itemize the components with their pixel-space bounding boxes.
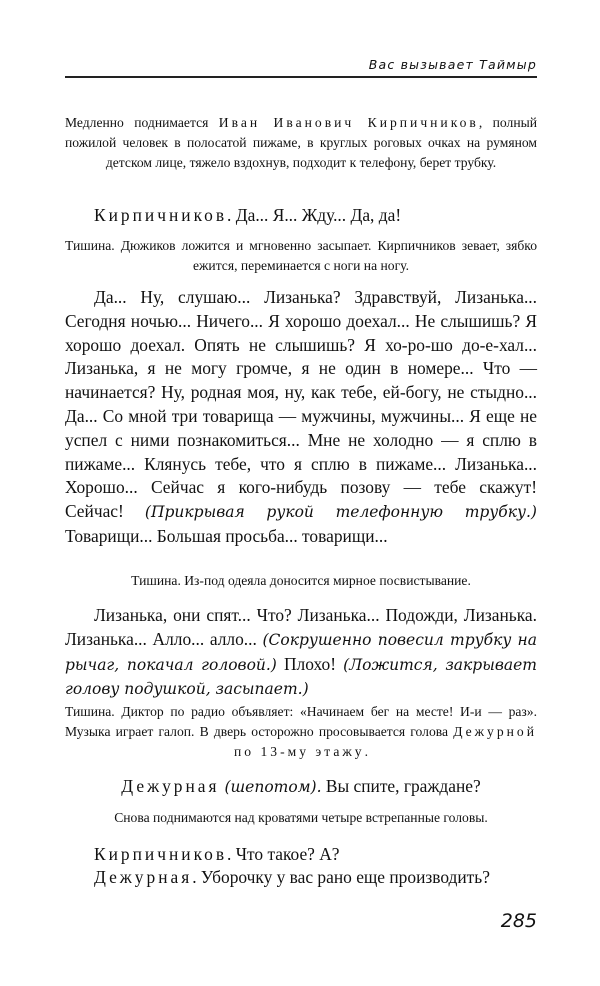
stage-text: Медленно поднимается <box>65 115 219 130</box>
stage-text: Снова поднимаются над кроватями четыре встрепанные головы. <box>114 810 488 825</box>
stage-text: . <box>364 744 368 759</box>
dialogue-text: . Что такое? А? <box>227 844 340 864</box>
running-head-title: Вас вызывает Таймыр <box>368 57 537 72</box>
dialogue-text: Лизанька, они спят... Что? Лизанька... Подожди, Лизанька. Лизанька... Алло... алло... <box>65 605 537 649</box>
speaker-name: Дежурная <box>121 776 220 796</box>
dialogue-text: Плохо! <box>276 653 344 674</box>
stage-text: , полный пожилой человек в полосатой пижаме, в круглых роговых очках на румяном детском лице, тяжело вздохнув, подходит к телефону, берет трубку. <box>65 115 538 170</box>
stage-remark: (Прикрывая рукой телефонную трубку.) <box>144 503 537 522</box>
stage-direction-4 <box>65 702 537 762</box>
character-name: Иван Иванович Кирпичников <box>218 115 479 130</box>
stage-text: Тишина. Дюжиков ложится и мгновенно засыпает. Кирпичников зевает, зябко ежится, переминается с ноги на ногу. <box>65 238 537 273</box>
dialogue-line-4 <box>65 866 537 890</box>
stage-direction-3 <box>65 571 537 591</box>
dialogue-text: Да... Ну, слушаю... Лизанька? Здравствуй, Лизанька... Сегодня ночью... Ничего... Я хорошо доехал... Не слышишь? Я хорошо доехал. Опять не слышишь? Я хо-ро-шо до-е-хал... Лизанька, я не могу громче, я не один в номере... Что — начинается? Ну, родная моя, ну, как тебе, ей-богу, не стыдно... Да... Со мной три товарища — мужчины, мужчины... Я еще не успел с ними познакомиться... Мне не холодно — я сплю в пижаме... Клянусь тебе, что я сплю в пижаме... Лизанька... Хорошо... Сейчас я кого-нибудь позову — тебе скажут! Сейчас! <box>65 287 537 522</box>
speaker-name: Дежурная <box>94 867 193 887</box>
page-number: 285 <box>500 910 537 932</box>
stage-text: Тишина. Диктор по радио объявляет: «Начинаем бег на месте! И-и — раз». Музыка играет галоп. В дверь осторожно просовывается голова <box>65 704 537 739</box>
stage-direction-5 <box>65 808 537 828</box>
character-name: Дежурной по 13-му этажу <box>234 724 537 759</box>
dialogue-line-1 <box>65 204 537 228</box>
stage-text: Тишина. Из-под одеяла доносится мирное посвистывание. <box>131 573 471 588</box>
dialogue-line-3 <box>65 843 537 867</box>
speaker-name: Кирпичников <box>94 205 228 225</box>
stage-direction-1 <box>65 113 537 173</box>
dialogue-line-2 <box>65 775 537 800</box>
stage-remark: (Сокрушенно повесил трубку на рычаг, покачал головой.) <box>65 630 537 674</box>
dialogue-text: . Да... Я... Жду... Да, да! <box>227 205 402 225</box>
stage-remark: (Ложится, закрывает голову подушкой, засыпает.) <box>65 655 537 699</box>
dialogue-monologue-2 <box>65 604 537 702</box>
dialogue-text: Товарищи... Большая просьба... товарищи... <box>65 525 388 546</box>
running-head <box>65 56 537 78</box>
dialogue-text: Вы спите, граждане? <box>321 776 481 796</box>
dialogue-monologue-1 <box>65 286 537 549</box>
speaker-name: Кирпичников <box>94 844 228 864</box>
stage-remark: (шепотом). <box>219 778 322 796</box>
stage-direction-2 <box>65 236 537 276</box>
dialogue-text: . Уборочку у вас рано еще производить? <box>192 867 490 887</box>
